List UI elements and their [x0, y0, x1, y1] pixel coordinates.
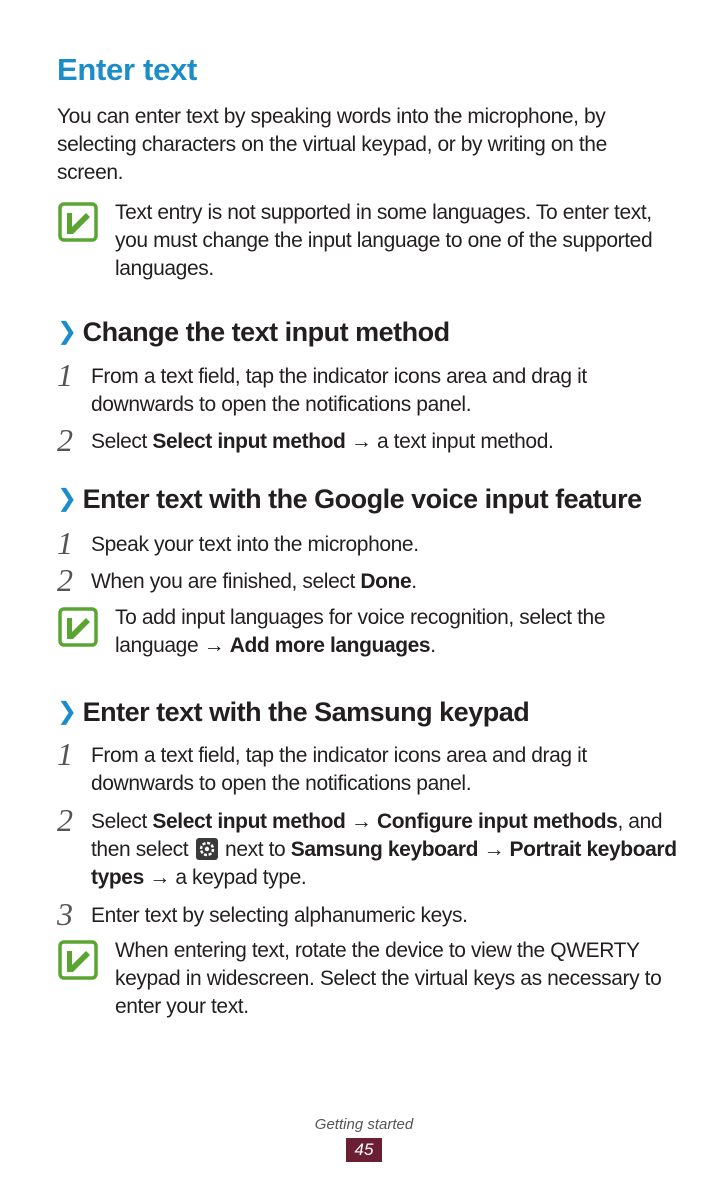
page-title: Enter text	[57, 52, 197, 87]
step-text: When you are finished, select Done.	[91, 570, 417, 593]
note-icon	[57, 606, 99, 648]
ui-term: Portrait keyboard types	[91, 838, 677, 889]
section-heading-change-input-method	[57, 317, 450, 348]
step-number: 2	[57, 802, 73, 838]
note-1	[57, 199, 677, 283]
note-text: Text entry is not supported in some languages. To enter text, you must change the input language to one of the supported languages.	[115, 201, 653, 280]
note-icon	[57, 201, 99, 243]
section-heading-google-voice	[57, 484, 642, 515]
step-text: Select Select input method → a text input method.	[91, 430, 554, 453]
chevron-right-icon: ❯	[57, 318, 77, 345]
ui-term: Done	[360, 570, 412, 593]
step-text: Select Select input method → Configure input methods, and then select next to Samsung keyboard → Portrait keyboard types → a keypad type.	[91, 810, 677, 889]
step-1	[57, 357, 677, 419]
step-number: 3	[57, 896, 73, 932]
step-text: From a text field, tap the indicator icons area and drag it downwards to open the notifications panel.	[91, 744, 587, 795]
step-text: Enter text by selecting alphanumeric keys.	[91, 904, 468, 927]
section-heading-text: Change the text input method	[82, 317, 450, 347]
chevron-right-icon: ❯	[57, 698, 77, 725]
section-heading-text: Enter text with the Google voice input feature	[82, 484, 642, 514]
note-icon	[57, 939, 99, 981]
step-number: 2	[57, 562, 73, 598]
chevron-right-icon: ❯	[57, 485, 77, 512]
step-3	[57, 896, 677, 932]
settings-gear-icon	[196, 838, 218, 860]
section-heading-text: Enter text with the Samsung keypad	[82, 697, 530, 727]
ui-term: Add more languages	[229, 634, 431, 657]
step-2	[57, 562, 677, 598]
intro-paragraph: You can enter text by speaking words into the microphone, by selecting characters on the virtual keypad, or by writing on the screen.	[57, 105, 607, 184]
footer-section-label: Getting started	[314, 1116, 414, 1133]
ui-term: Select input method	[152, 810, 346, 833]
note-text: When entering text, rotate the device to view the QWERTY keypad in widescreen. Select the virtual keys as necessary to enter your text.	[115, 939, 662, 1018]
step-number: 1	[57, 357, 73, 393]
ui-term: Samsung keyboard	[290, 838, 479, 861]
step-text: Speak your text into the microphone.	[91, 533, 419, 556]
note-text: To add input languages for voice recognition, select the language → Add more languages.	[115, 606, 606, 657]
step-2	[57, 422, 677, 458]
step-number: 1	[57, 525, 73, 561]
step-1	[57, 736, 677, 798]
ui-term: Select input method	[152, 430, 346, 453]
step-number: 1	[57, 736, 73, 772]
section-heading-samsung-keypad	[57, 697, 529, 728]
step-2	[57, 802, 677, 892]
ui-term: Configure input methods	[376, 810, 618, 833]
note-2	[57, 604, 677, 660]
note-3	[57, 937, 677, 1021]
step-number: 2	[57, 422, 73, 458]
step-1	[57, 525, 677, 561]
page-number-badge: 45	[346, 1138, 382, 1162]
step-text: From a text field, tap the indicator icons area and drag it downwards to open the notifications panel.	[91, 365, 587, 416]
